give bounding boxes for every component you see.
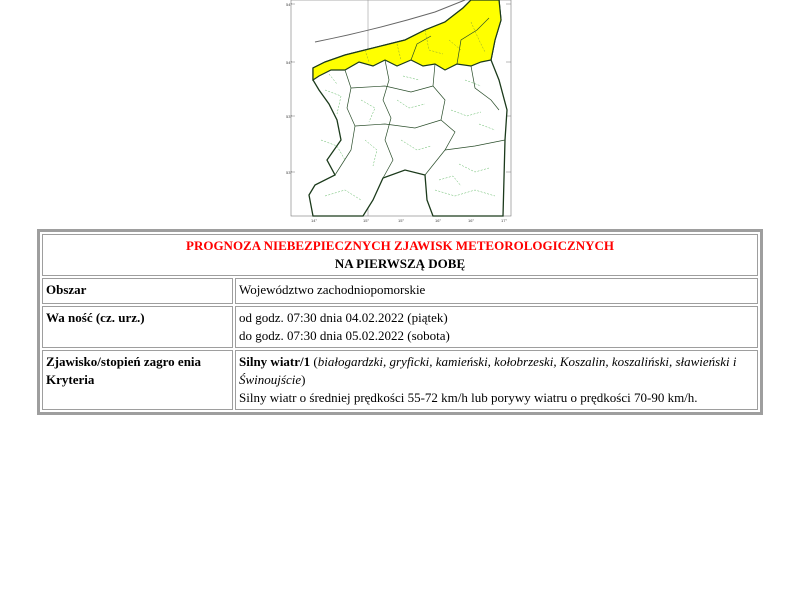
validity-to: do godz. 07:30 dnia 05.02.2022 (sobota) [239, 328, 450, 343]
region-map-svg [285, 0, 517, 222]
report-table [40, 232, 760, 412]
x-tick-label: 14° [311, 218, 318, 222]
phenomenon-label-line: Zjawisko/stopień zagro enia [46, 354, 202, 369]
validity-value [235, 306, 758, 348]
x-tick-label: 16° [435, 218, 442, 222]
phenomenon-value [235, 350, 758, 410]
x-tick-label: 17° [501, 218, 508, 222]
y-tick-label: 53° [286, 114, 293, 119]
validity-from: od godz. 07:30 dnia 04.02.2022 (piątek) [239, 310, 448, 325]
area-value: Województwo zachodniopomorskie [235, 278, 758, 304]
validity-label: Wa ność (cz. urz.) [42, 306, 233, 348]
phenomenon-name: Silny wiatr/1 [239, 354, 311, 369]
warning-report [37, 229, 763, 415]
phenomenon-label [42, 350, 233, 410]
report-subtitle: NA PIERWSZĄ DOBĘ [334, 256, 466, 271]
phenomenon-counties: białogardzki, gryficki, kamieński, kołobrzeski, Koszalin, koszaliński, sławieński i Świnoujście [239, 354, 737, 387]
area-label: Obszar [42, 278, 233, 304]
criteria-text: Silny wiatr o średniej prędkości 55-72 km/h lub porywy wiatru o prędkości 70-90 km/h. [239, 390, 698, 405]
warning-map [285, 0, 517, 222]
criteria-label-line: Kryteria [46, 372, 95, 387]
x-tick-label: 15° [363, 218, 370, 222]
phenomenon-paren-close: ) [301, 372, 306, 387]
phenomenon-description [239, 353, 754, 389]
report-header [42, 234, 758, 276]
y-tick-label: 54° [286, 60, 293, 65]
y-tick-label: 54° [286, 2, 293, 7]
x-tick-label: 15° [398, 218, 405, 222]
phenomenon-paren-open: ( [310, 354, 318, 369]
report-title: PROGNOZA NIEBEZPIECZNYCH ZJAWISK METEOROLOGICZNYCH [186, 238, 614, 253]
y-tick-label: 53° [286, 170, 293, 175]
x-tick-label: 16° [468, 218, 475, 222]
